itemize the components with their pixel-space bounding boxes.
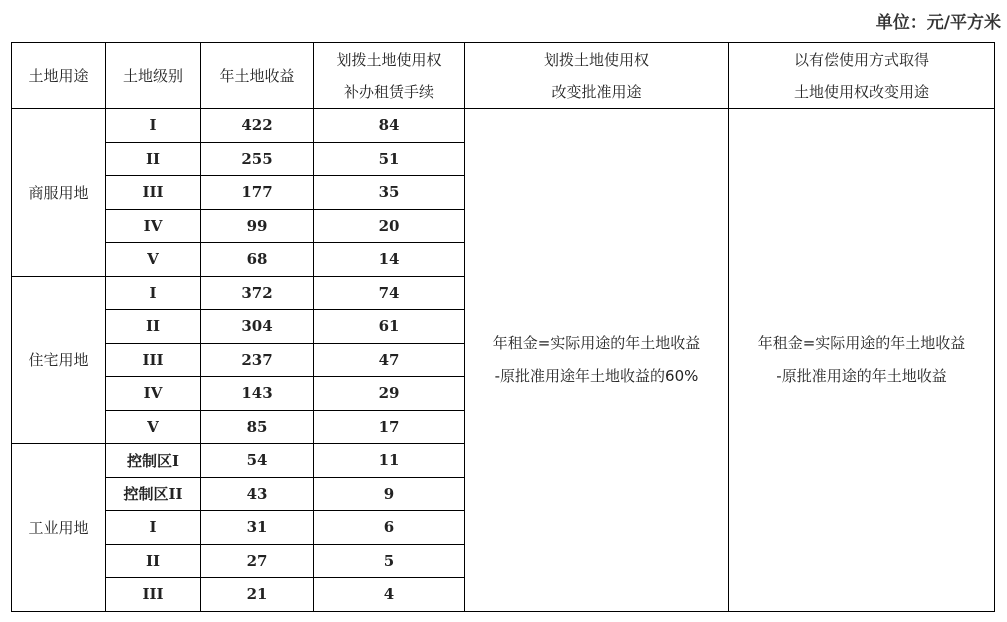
income-cell: 422 (201, 109, 314, 143)
lease-cell: 61 (314, 310, 465, 344)
grade-cell: II (106, 310, 201, 344)
lease-cell: 17 (314, 410, 465, 444)
grade-cell: I (106, 109, 201, 143)
grade-cell: I (106, 276, 201, 310)
lease-cell: 4 (314, 578, 465, 612)
grade-cell: 控制区II (106, 477, 201, 511)
lease-cell: 20 (314, 209, 465, 243)
table-header-row (12, 43, 995, 109)
income-cell: 27 (201, 544, 314, 578)
unit-label: 单位：元/平方米 (875, 13, 1001, 33)
lease-cell: 51 (314, 142, 465, 176)
income-cell: 54 (201, 444, 314, 478)
formula-paid-change-use: 年租金=实际用途的年土地收益 -原批准用途的年土地收益 (729, 109, 995, 612)
category-residential: 住宅用地 (12, 276, 106, 444)
grade-cell: 控制区I (106, 444, 201, 478)
lease-cell: 84 (314, 109, 465, 143)
income-cell: 68 (201, 243, 314, 277)
grade-cell: V (106, 410, 201, 444)
lease-cell: 29 (314, 377, 465, 411)
table-row (12, 109, 995, 143)
income-cell: 43 (201, 477, 314, 511)
grade-cell: I (106, 511, 201, 545)
grade-cell: II (106, 142, 201, 176)
header-lease-procedure: 划拨土地使用权 补办租赁手续 (314, 43, 465, 109)
land-rent-table (11, 42, 995, 612)
grade-cell: V (106, 243, 201, 277)
income-cell: 177 (201, 176, 314, 210)
lease-cell: 74 (314, 276, 465, 310)
category-industrial: 工业用地 (12, 444, 106, 612)
income-cell: 99 (201, 209, 314, 243)
grade-cell: IV (106, 377, 201, 411)
header-change-use: 划拨土地使用权 改变批准用途 (465, 43, 729, 109)
grade-cell: III (106, 176, 201, 210)
income-cell: 237 (201, 343, 314, 377)
lease-cell: 5 (314, 544, 465, 578)
header-land-use: 土地用途 (12, 43, 106, 109)
income-cell: 143 (201, 377, 314, 411)
grade-cell: IV (106, 209, 201, 243)
grade-cell: II (106, 544, 201, 578)
header-annual-income: 年土地收益 (201, 43, 314, 109)
grade-cell: III (106, 343, 201, 377)
income-cell: 255 (201, 142, 314, 176)
header-paid-change-use: 以有偿使用方式取得 土地使用权改变用途 (729, 43, 995, 109)
lease-cell: 47 (314, 343, 465, 377)
header-land-grade: 土地级别 (106, 43, 201, 109)
category-commercial: 商服用地 (12, 109, 106, 277)
income-cell: 372 (201, 276, 314, 310)
lease-cell: 14 (314, 243, 465, 277)
income-cell: 21 (201, 578, 314, 612)
income-cell: 304 (201, 310, 314, 344)
income-cell: 31 (201, 511, 314, 545)
grade-cell: III (106, 578, 201, 612)
lease-cell: 35 (314, 176, 465, 210)
income-cell: 85 (201, 410, 314, 444)
lease-cell: 6 (314, 511, 465, 545)
lease-cell: 11 (314, 444, 465, 478)
formula-change-use: 年租金=实际用途的年土地收益 -原批准用途年土地收益的60% (465, 109, 729, 612)
lease-cell: 9 (314, 477, 465, 511)
